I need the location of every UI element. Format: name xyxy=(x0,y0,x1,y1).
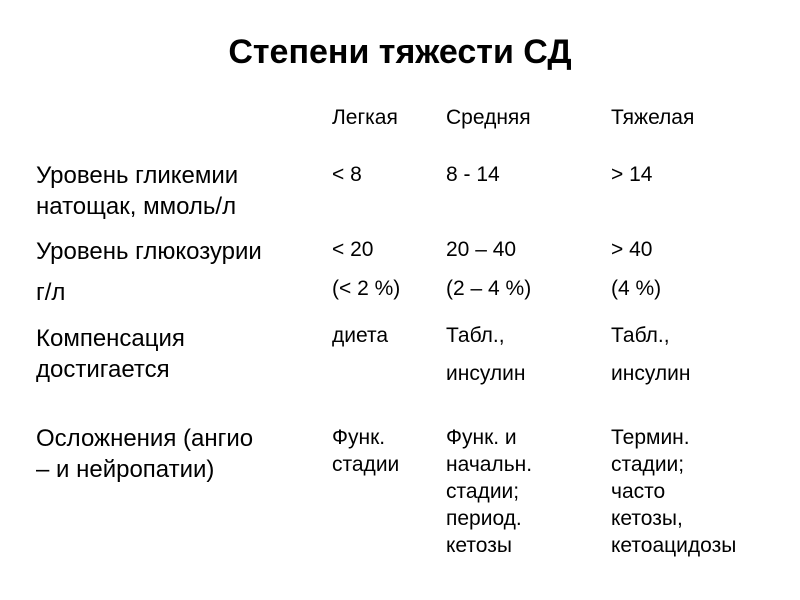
glucosuria-moderate: 20 – 40 xyxy=(446,238,517,261)
glycemia-severe: > 14 xyxy=(611,163,653,186)
complications-mild: Функ. стадии xyxy=(332,426,400,476)
compensation-moderate-line1: Табл., xyxy=(446,324,505,347)
compensation-mild: диета xyxy=(332,324,389,347)
glycemia-moderate: 8 - 14 xyxy=(446,163,500,186)
row-label-compensation: Компенсация достигается xyxy=(36,325,185,383)
row-label-glycemia: Уровень гликемии натощак, ммоль/л xyxy=(36,162,239,220)
row-label-glucosuria-line1: Уровень глюкозурии xyxy=(36,238,262,265)
compensation-severe-line1: Табл., xyxy=(611,324,670,347)
slide-title: Степени тяжести СД xyxy=(228,33,572,71)
glucosuria-mild: < 20 xyxy=(332,238,374,261)
glycemia-mild: < 8 xyxy=(332,163,362,186)
row-label-glucosuria-line2: г/л xyxy=(36,279,66,306)
column-header-severe: Тяжелая xyxy=(611,106,695,129)
glucosuria-severe-percent: (4 %) xyxy=(611,277,662,300)
complications-severe: Термин. стадии; часто кетозы, кетоацидозы xyxy=(611,426,737,557)
column-header-mild: Легкая xyxy=(332,106,398,129)
complications-moderate: Функ. и начальн. стадии; период. кетозы xyxy=(446,426,533,557)
glucosuria-moderate-percent: (2 – 4 %) xyxy=(446,277,532,300)
glucosuria-severe: > 40 xyxy=(611,238,653,261)
glucosuria-mild-percent: (< 2 %) xyxy=(332,277,401,300)
compensation-severe-line2: инсулин xyxy=(611,362,691,385)
column-header-moderate: Средняя xyxy=(446,106,531,129)
row-label-complications: Осложнения (ангио – и нейропатии) xyxy=(36,425,254,483)
compensation-moderate-line2: инсулин xyxy=(446,362,526,385)
